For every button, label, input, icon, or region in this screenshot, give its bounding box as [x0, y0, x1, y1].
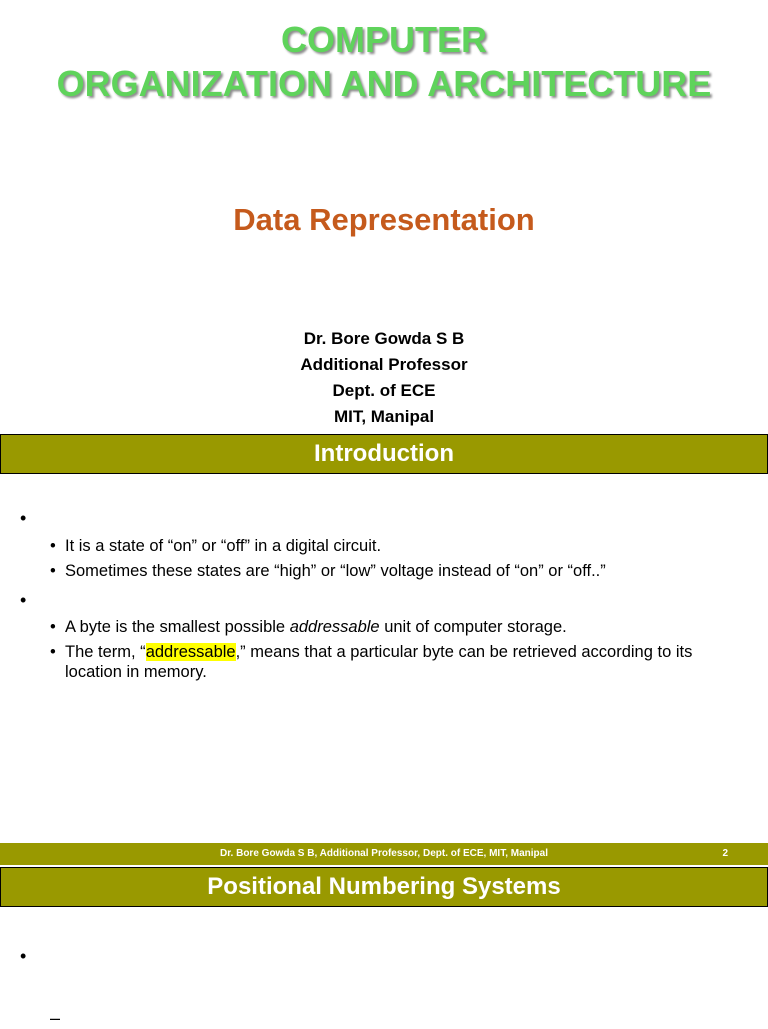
- course-title-line2: ORGANIZATION AND ARCHITECTURE: [56, 63, 712, 104]
- author-dept: Dept. of ECE: [332, 381, 436, 400]
- text-segment: unit of computer storage.: [379, 618, 567, 636]
- bullet-marker: •: [20, 590, 27, 610]
- sub-bullet-marker: •: [50, 618, 56, 636]
- text-segment: The term, “: [65, 643, 146, 661]
- page-number: 2: [722, 848, 728, 859]
- text-segment: A byte is the smallest possible: [65, 618, 290, 636]
- list-item-text: It is a state of “on” or “off” in a digital circuit.: [65, 537, 382, 555]
- slide-subtitle: Data Representation: [233, 202, 535, 237]
- author-name: Dr. Bore Gowda S B: [303, 329, 465, 348]
- list-item: [50, 536, 740, 556]
- list-item-text: [50, 617, 740, 637]
- italic-term: addressable: [289, 618, 380, 636]
- sub-bullet-marker: •: [50, 562, 56, 580]
- list-item-text: Sometimes these states are “high” or “low” voltage instead of “on” or “off..”: [65, 562, 606, 580]
- sub-bullet-marker: •: [50, 537, 56, 555]
- positional-heading-text: Positional Numbering Systems: [207, 873, 561, 900]
- dash-marker: –: [50, 1008, 61, 1028]
- list-item: [50, 617, 740, 637]
- introduction-heading: [0, 434, 768, 474]
- text-segment: ,” means that a particular byte can be retrieved according to its location in memory.: [65, 643, 693, 681]
- highlighted-term: addressable: [145, 643, 236, 661]
- list-item: [50, 561, 740, 581]
- bullet-marker: •: [20, 508, 27, 528]
- positional-heading: [0, 867, 768, 907]
- slide-footer: [0, 843, 768, 865]
- list-item-text: [50, 642, 740, 682]
- footer-text: Dr. Bore Gowda S B, Additional Professor, Dept. of ECE, MIT, Manipal: [219, 848, 548, 859]
- introduction-heading-text: Introduction: [314, 440, 454, 467]
- sub-bullet-marker: •: [50, 643, 56, 661]
- list-item: [50, 642, 740, 682]
- course-title-line1: COMPUTER: [281, 19, 487, 60]
- bullet-marker: •: [20, 946, 27, 966]
- course-title: [0, 18, 768, 106]
- author-institute: MIT, Manipal: [333, 407, 435, 426]
- author-position: Additional Professor: [300, 355, 468, 374]
- author-block: [0, 326, 768, 430]
